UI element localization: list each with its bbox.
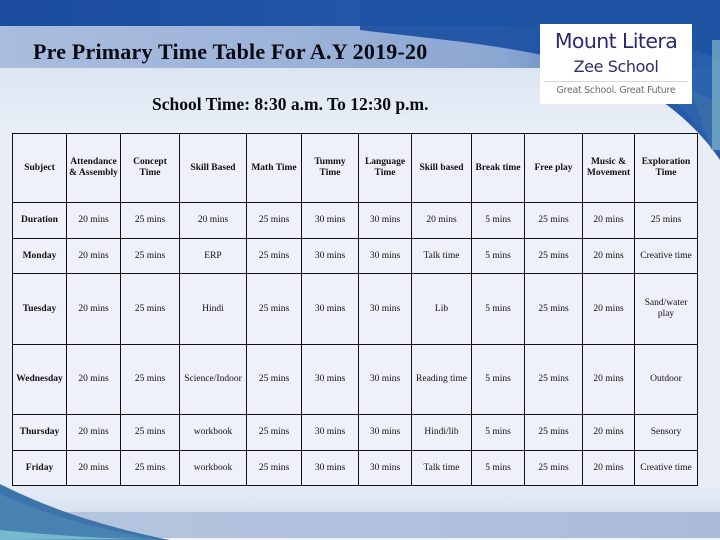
table-cell: 30 mins <box>302 451 359 486</box>
table-cell: 20 mins <box>583 239 635 274</box>
table-cell: 30 mins <box>359 203 412 239</box>
table-cell: 30 mins <box>359 451 412 486</box>
table-cell: 5 mins <box>472 274 525 345</box>
table-cell: 25 mins <box>247 451 302 486</box>
table-cell: 30 mins <box>302 274 359 345</box>
row-label: Wednesday <box>13 345 67 415</box>
table-cell: 20 mins <box>67 451 121 486</box>
table-cell: 25 mins <box>635 203 698 239</box>
column-header: Math Time <box>247 134 302 203</box>
column-header: Attendance & Assembly <box>67 134 121 203</box>
column-header: Break time <box>472 134 525 203</box>
logo-name: Mount Litera <box>554 29 678 53</box>
table-cell: 25 mins <box>525 345 583 415</box>
logo-subname: Zee School <box>573 57 659 76</box>
row-label: Thursday <box>13 415 67 451</box>
table-cell: Sand/water play <box>635 274 698 345</box>
column-header: Language Time <box>359 134 412 203</box>
table-row-thursday <box>13 415 698 451</box>
table-cell: 20 mins <box>583 451 635 486</box>
table-cell: 5 mins <box>472 203 525 239</box>
table-cell: 20 mins <box>583 274 635 345</box>
table-cell: 25 mins <box>247 203 302 239</box>
table-cell: 30 mins <box>359 274 412 345</box>
logo-tagline: Great School. Great Future <box>556 85 676 96</box>
table-cell: 20 mins <box>67 274 121 345</box>
table-cell: 5 mins <box>472 345 525 415</box>
table-cell: 20 mins <box>180 203 247 239</box>
table-cell: 30 mins <box>302 203 359 239</box>
table-cell: 5 mins <box>472 451 525 486</box>
table-row-monday <box>13 239 698 274</box>
table-cell: Hindi/lib <box>412 415 472 451</box>
column-header: Free play <box>525 134 583 203</box>
school-time-subtitle: School Time: 8:30 a.m. To 12:30 p.m. <box>152 94 429 114</box>
table-cell: 25 mins <box>121 451 180 486</box>
table-cell: 20 mins <box>67 239 121 274</box>
table-cell: Science/Indoor <box>180 345 247 415</box>
table-cell: 30 mins <box>302 415 359 451</box>
logo-divider <box>544 81 688 82</box>
slide-title: Pre Primary Time Table For A.Y 2019-20 <box>33 39 428 64</box>
table-cell: Lib <box>412 274 472 345</box>
table-cell: 20 mins <box>67 415 121 451</box>
table-cell: 25 mins <box>247 239 302 274</box>
row-label: Monday <box>13 239 67 274</box>
table-cell: 25 mins <box>247 274 302 345</box>
column-header: Music & Movement <box>583 134 635 203</box>
school-logo <box>540 24 692 104</box>
table-cell: Talk time <box>412 239 472 274</box>
table-cell: 20 mins <box>583 415 635 451</box>
table-row-tuesday <box>13 274 698 345</box>
table-cell: Outdoor <box>635 345 698 415</box>
column-header: Skill Based <box>180 134 247 203</box>
table-cell: 25 mins <box>247 345 302 415</box>
table-cell: 20 mins <box>583 203 635 239</box>
footer-swoosh-decoration <box>0 484 180 540</box>
column-header: Tummy Time <box>302 134 359 203</box>
table-header-row <box>13 134 698 203</box>
table-cell: Reading time <box>412 345 472 415</box>
table-cell: Sensory <box>635 415 698 451</box>
table-row-wednesday <box>13 345 698 415</box>
table-cell: 30 mins <box>302 345 359 415</box>
table-cell: Creative time <box>635 239 698 274</box>
table-cell: 25 mins <box>525 239 583 274</box>
table-row-friday <box>13 451 698 486</box>
table-cell: 20 mins <box>67 345 121 415</box>
table-cell: 5 mins <box>472 239 525 274</box>
row-label: Tuesday <box>13 274 67 345</box>
table-cell: 25 mins <box>525 415 583 451</box>
table-cell: 5 mins <box>472 415 525 451</box>
timetable <box>12 133 698 486</box>
row-label: Friday <box>13 451 67 486</box>
table-cell: 30 mins <box>359 415 412 451</box>
table-cell: 20 mins <box>583 345 635 415</box>
table-cell: 25 mins <box>525 451 583 486</box>
table-cell: 25 mins <box>121 415 180 451</box>
column-header: Exploration Time <box>635 134 698 203</box>
table-cell: Creative time <box>635 451 698 486</box>
table-cell: 30 mins <box>359 345 412 415</box>
table-cell: 20 mins <box>67 203 121 239</box>
table-cell: Talk time <box>412 451 472 486</box>
table-cell: 30 mins <box>359 239 412 274</box>
column-header: Concept Time <box>121 134 180 203</box>
column-header: Skill based <box>412 134 472 203</box>
table-cell: Hindi <box>180 274 247 345</box>
table-cell: workbook <box>180 415 247 451</box>
table-cell: 25 mins <box>121 345 180 415</box>
table-cell: workbook <box>180 451 247 486</box>
table-cell: ERP <box>180 239 247 274</box>
table-cell: 25 mins <box>525 203 583 239</box>
table-cell: 25 mins <box>121 239 180 274</box>
table-cell: 25 mins <box>247 415 302 451</box>
table-cell: 30 mins <box>302 239 359 274</box>
table-cell: 25 mins <box>121 274 180 345</box>
table-cell: 25 mins <box>121 203 180 239</box>
column-header: Subject <box>13 134 67 203</box>
table-cell: 25 mins <box>525 274 583 345</box>
row-label: Duration <box>13 203 67 239</box>
table-row-duration <box>13 203 698 239</box>
table-cell: 20 mins <box>412 203 472 239</box>
